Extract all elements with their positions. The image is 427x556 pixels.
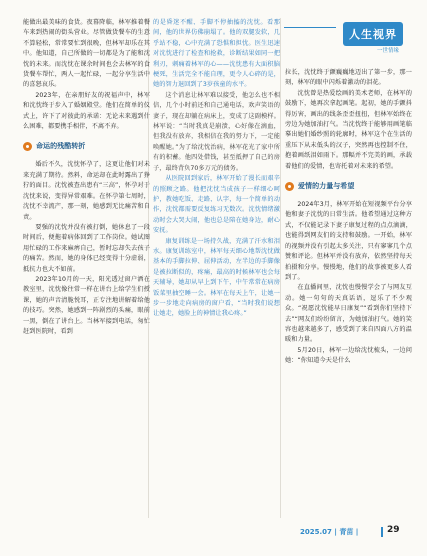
paragraph: 要强的沈忱并没有被打倒，她休息了一段时间后，便拖着病体回到了工作岗位。她试图用忙碌的工作来麻痹自己，暂时忘却失去孩子的痛苦。然而，她的身体已经变得十分虚弱，抵抗力也大不如前。 [23,223,150,273]
article-column-3 [285,68,412,367]
column-name: 人生视界 [349,28,397,41]
column-divider [280,18,281,518]
paragraph: 婚后不久，沈忱怀孕了，这更让他们对未来充满了期待。然料，命运却在此时露出了狰狞的面目。沈忱被查出患有“三高”，怀孕对于沈忱来说，变得异常艰难。在怀孕第七周时，沈忱不幸流产，那一刻，她感到无比痛苦和自责。 [23,161,150,221]
paragraph: 在直播间里，沈忱也慢慢学会了与网友互动。她一句句的天真话语，逗乐了不少观众。“祝愿沈忱能早日康复”“看到你们坚持下去”“网友们纷纷留言，为她加油打气。她的笑容也越来越多了，感受到了来自四面八方的温暖和力量。 [285,284,412,344]
section-title: 爱情的力量与希望 [298,181,355,190]
footer-divider [381,527,383,537]
section-title: 命运的残酷转折 [36,142,86,151]
column-header [337,22,403,60]
paragraph: 2023年10月的一天，阳光透过窗户洒在教室里，沈忱像往常一样在讲台上给学生们授课，她的声音清脆悦耳，正专注地讲解着给他的技巧。突然，她感到一阵剧烈的头痛，眼前一黑，倒在了讲台上。当林军接到电话，匆忙赶到医院时，看到 [23,275,150,335]
paragraph: 的是昏迷不醒、手脚不停抽搐的沈忱。看那间，他的世界仿佛崩塌了。他的双腿发软，几乎站不稳，心中充满了恐惧和担忧。医生迅速对沈忱进行了检查和抢救，诊断结果如同一把利刃，刺痛着林军的心——沈忱患有大面积脑梗死，生活完全不能自理，更令人心碎的是，她的智力退回到了3岁孩童的水平。 [153,19,280,89]
page-footer [0,525,427,539]
paragraph: 能做出最美味的食货。夜幕降临，林军推着餐车来到热闹的街头营业。尽管做货餐车的生意不算轻松，常常要忙到很晚，但林军却乐在其中。他知道，自己所做的一切都是为了能和沈忱的未来。而沈忱在课余时间也会去林军的食货餐车帮忙，两人一起忙碌，一起分享生活中的喜怒哀乐。 [23,19,150,89]
paragraph: 沈忱曾是热爱绘画的美术老师，在林军的鼓励下，她再次拿起画笔。起初，她的手颤抖得厉害，画出的线条歪歪扭扭，但林军始终在旁边为她加油打气。当沈忱终于能够用画笔临摹出她们婚纱照的轮廓时，林军这个在生活的重压下从未低头的汉子，突然再也控制不住，抱着画纸泪如雨下。那幅并不完美的画，承载着他们的爱情，也寄托着对未来的希望。 [285,89,412,170]
article-column-2 [153,18,280,320]
paragraph: 从医院回到家后，林军开始了漫长而艰辛的照顾之路。他把沈忱当成孩子一样细心呵护，教她吃饭、走路、认字，每一个简单的动作，沈忱都需要反复练习无数次。沈忱情绪激动时会大哭大闹，他也总是陪在她身边，耐心安抚。 [153,175,280,235]
column-subtitle: 一世情缘 [376,48,399,54]
section-bullet-icon [23,142,32,151]
section-heading [23,140,150,152]
paragraph: 2023年，在亲朋好友的祝福声中，林军和沈忱终于步入了婚姻殿堂。他们在简单的仪式上，许下了对彼此的承诺：无论未来遇到什么困难，都要携手相伴，不离不弃。 [23,91,150,131]
article-column-1 [23,18,150,337]
paragraph: 康复训练是一场持久战，充满了汗水和泪水。康复训练室中，林军每天细心地帮沈忱做基本的手脚拉伸、屈伸活动，左半边的手脚像是被拉断似的，疼痛，最高的时候林军也会每天辅导，她却从早上到下午，中午常常在病房饭菜里抽空睡一会。林军在每天上午，让她一步一步地走向病房的窗户看，“当时我们说想让她走，她脸上的神情让我心疼。” [153,237,280,318]
header-rule [284,27,336,28]
section-heading [285,180,412,192]
paragraph: 5月20日，林军一边给沈忱梳头，一边问她：“你知道今天是什么 [285,346,412,365]
publication-info: 2025.07 | 青苗 | [300,528,359,536]
page-number: 29 [387,525,400,535]
paragraph: 这个消息让林军难以接受，他怎么也不相信，几个小时前还和自己通电话，欢声笑语的妻子，现在却躺在病床上，变成了这副模样。林军说：“当时我真是崩溃，心好像在滴血，但我没有放弃，我相信在我的努力下，一定能唤醒她。”为了给沈忱治病，林军花光了家中所有的积蓄。他四处借钱，甚至抵押了自己的房子，最终背负70多万元的债务。 [153,91,280,172]
paragraph: 2024年3月，林军开始在短视频平台分享他和妻子沈忱的日常生活。他希望通过这种方式，不仅能记录下妻子康复过程的点点滴滴，也能得到网友们的支持和鼓励。一开始，林军的视频并没有引起太多关注，只有寥寥几个点赞和评论。但林军并没有放弃，依然坚持每天拍摄和分享。慢慢地，他们的故事被更多人看到了。 [285,201,412,281]
section-bullet-icon [285,182,294,191]
paragraph: 拉长，沈忱终于颤巍巍地迈出了第一步，那一刻，林军的眼中闪烁着激动的泪花。 [285,69,412,87]
